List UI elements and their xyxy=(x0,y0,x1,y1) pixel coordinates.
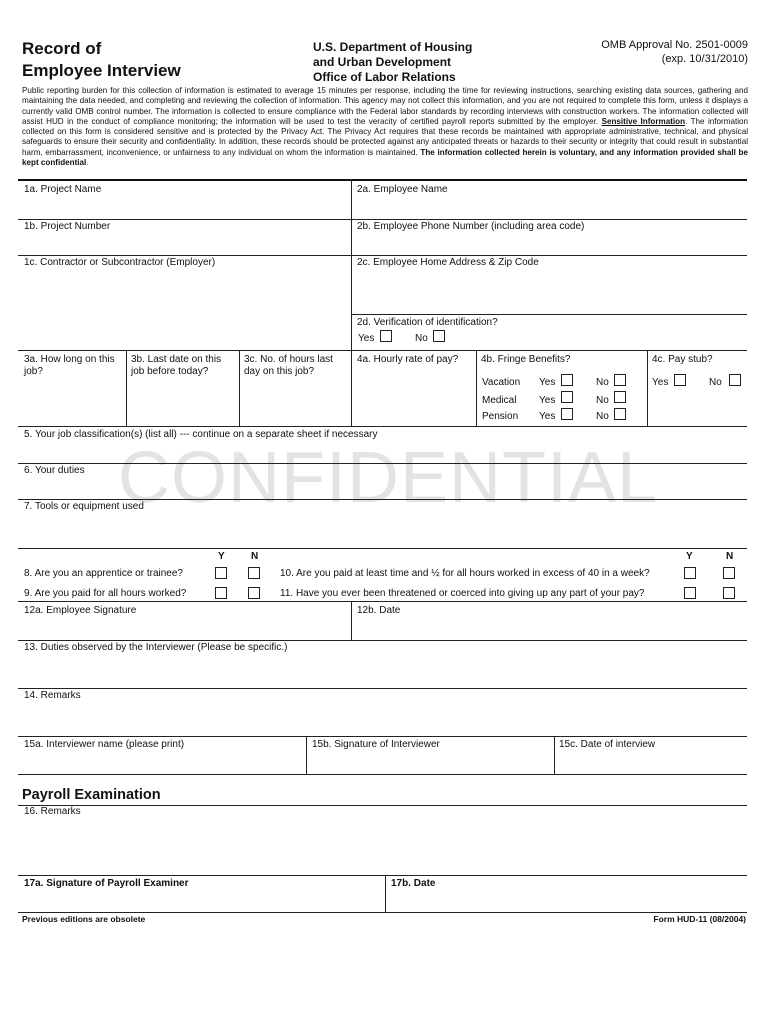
vacation-no-label: No xyxy=(596,377,609,388)
row-divider xyxy=(18,548,747,549)
medical-yes-label: Yes xyxy=(539,395,556,406)
medical-label: Medical xyxy=(482,395,517,406)
apprentice-no-checkbox[interactable] xyxy=(248,567,260,579)
interview-date-field[interactable] xyxy=(556,752,745,772)
last-date-field[interactable] xyxy=(128,380,237,424)
table-bottom-border xyxy=(18,912,747,913)
how-long-label: 3a. How long on this job? xyxy=(24,354,115,377)
duties-field[interactable] xyxy=(20,478,745,498)
vacation-no-checkbox[interactable] xyxy=(614,374,626,386)
vacation-label: Vacation xyxy=(482,377,521,388)
n-column-header: N xyxy=(251,551,259,562)
last-date-label: 3b. Last date on this job before today? xyxy=(131,354,222,377)
column-divider xyxy=(476,351,477,426)
employee-name-label: 2a. Employee Name xyxy=(357,184,448,195)
medical-no-checkbox[interactable] xyxy=(614,391,626,403)
project-number-field[interactable] xyxy=(20,234,348,254)
row-divider xyxy=(18,463,747,464)
hourly-rate-field[interactable] xyxy=(353,368,474,424)
pension-yes-label: Yes xyxy=(539,411,556,422)
pay-stub-yes-label: Yes xyxy=(652,377,669,388)
pay-stub-no-label: No xyxy=(709,377,722,388)
row-divider xyxy=(18,736,747,737)
form-title-line2: Employee Interview xyxy=(22,61,181,80)
column-divider xyxy=(351,602,352,640)
duties-observed-field[interactable] xyxy=(20,655,745,687)
employee-signature-date-label: 12b. Date xyxy=(357,605,401,616)
row-divider xyxy=(18,350,747,351)
column-divider xyxy=(647,351,648,426)
project-name-field[interactable] xyxy=(20,197,348,218)
employee-signature-field[interactable] xyxy=(20,618,348,638)
row-divider xyxy=(18,601,747,602)
burden-statement xyxy=(22,86,748,168)
project-number-label: 1b. Project Number xyxy=(24,221,111,232)
duties-label: 6. Your duties xyxy=(24,465,85,476)
pay-stub-no-checkbox[interactable] xyxy=(729,374,741,386)
column-divider xyxy=(554,737,555,774)
agency-line3: Office of Labor Relations xyxy=(313,70,456,84)
tools-field[interactable] xyxy=(20,514,745,546)
verification-no-label: No xyxy=(415,333,428,344)
agency-line1: U.S. Department of Housing xyxy=(313,40,473,54)
column-divider xyxy=(239,351,240,426)
apprentice-yes-checkbox[interactable] xyxy=(215,567,227,579)
hours-last-day-label: 3c. No. of hours last day on this job? xyxy=(244,354,333,377)
burden-text-2: . The information collected on this form is considered sensitive and is protected by the Privacy Act. The Privacy Act requires that these records be maintained with appropriate administrative, technical, and physical safeguards to ensure their security and confidentiality. In addition, these records should be protected against any anticipated threats or hazards to their security or integrity that could result in substantial harm, embarrassment, inconvenience, or unfairness to any individual on whom the information is maintained. xyxy=(22,116,748,157)
fringe-benefits-label: 4b. Fringe Benefits? xyxy=(481,354,571,365)
payroll-examiner-signature-field[interactable] xyxy=(20,891,383,911)
employee-name-field[interactable] xyxy=(353,197,745,218)
confidential-watermark: CONFIDENTIAL xyxy=(118,438,659,518)
pension-no-label: No xyxy=(596,411,609,422)
agency-name xyxy=(313,40,472,85)
sensitive-information-label: Sensitive Information xyxy=(601,116,686,126)
row-divider xyxy=(18,640,747,641)
duties-observed-label: 13. Duties observed by the Interviewer (Please be specific.) xyxy=(24,642,288,653)
coerced-no-checkbox[interactable] xyxy=(723,587,735,599)
form-title xyxy=(22,38,181,82)
interview-date-label: 15c. Date of interview xyxy=(559,739,656,750)
row-divider xyxy=(18,688,747,689)
job-classification-label: 5. Your job classification(s) (list all) --- continue on a separate sheet if necessary xyxy=(24,429,378,440)
row-divider xyxy=(18,219,747,220)
y-column-header: Y xyxy=(218,551,225,562)
pension-label: Pension xyxy=(482,411,519,422)
omb-expiration: (exp. 10/31/2010) xyxy=(661,53,748,65)
medical-no-label: No xyxy=(596,395,609,406)
n-column-header-right: N xyxy=(726,551,734,562)
interviewer-name-field[interactable] xyxy=(20,752,304,772)
coerced-question: 11. Have you ever been threatened or coerced into giving up any part of your pay? xyxy=(280,588,645,599)
row-divider xyxy=(351,314,747,315)
pension-yes-checkbox[interactable] xyxy=(561,408,573,420)
payroll-examiner-date-label: 17b. Date xyxy=(391,878,436,889)
coerced-yes-checkbox[interactable] xyxy=(684,587,696,599)
vacation-yes-label: Yes xyxy=(539,377,556,388)
row-divider xyxy=(18,255,747,256)
employee-signature-label: 12a. Employee Signature xyxy=(24,605,137,616)
remarks-field[interactable] xyxy=(20,703,745,735)
overtime-no-checkbox[interactable] xyxy=(723,567,735,579)
row-divider xyxy=(18,774,747,775)
payroll-remarks-label: 16. Remarks xyxy=(24,806,81,817)
row-divider xyxy=(18,499,747,500)
verification-label: 2d. Verification of identification? xyxy=(357,317,498,328)
burden-text-1: Public reporting burden for this collection of information is estimated to average 15 minutes per response, including the time for reviewing instructions, searching existing data sources, gathering and maintaining the data needed, and completing and reviewing the collection of information. This agency may not collect this information, and you are not required to complete this form, unless it displays a currently valid OMB control number. The information is collected to ensure compliance with the Federal labor standards by recording interviews with construction workers. The information collected will assist HUD in the conduct of compliance monitoring; the information will be used to test the veracity of certified payroll reports submitted by the employer. xyxy=(22,86,748,126)
paid-all-hours-yes-checkbox[interactable] xyxy=(215,587,227,599)
column-divider-main xyxy=(351,180,352,351)
payroll-examination-title: Payroll Examination xyxy=(22,787,161,803)
paid-all-hours-question: 9. Are you paid for all hours worked? xyxy=(24,588,187,599)
apprentice-question: 8. Are you an apprentice or trainee? xyxy=(24,568,183,579)
form-title-line1: Record of xyxy=(22,39,102,58)
voluntary-statement: The information collected herein is voluntary, and any information provided shall be kept confidential xyxy=(22,147,748,168)
project-name-label: 1a. Project Name xyxy=(24,184,102,195)
payroll-remarks-field[interactable] xyxy=(20,819,745,873)
employee-address-label: 2c. Employee Home Address & Zip Code xyxy=(357,257,539,268)
footer-obsolete-note: Previous editions are obsolete xyxy=(22,914,146,924)
employee-phone-label: 2b. Employee Phone Number (including area code) xyxy=(357,221,585,232)
verification-yes-checkbox[interactable] xyxy=(380,330,392,342)
column-divider xyxy=(351,351,352,426)
omb-approval xyxy=(601,38,748,66)
employee-phone-field[interactable] xyxy=(353,234,745,254)
omb-number: OMB Approval No. 2501-0009 xyxy=(601,39,748,51)
tools-label: 7. Tools or equipment used xyxy=(24,501,144,512)
overtime-question: 10. Are you paid at least time and ½ for all hours worked in excess of 40 in a week? xyxy=(280,568,650,579)
row-divider xyxy=(18,875,747,876)
payroll-examiner-signature-label: 17a. Signature of Payroll Examiner xyxy=(24,878,189,889)
payroll-section-rule xyxy=(18,805,747,806)
employee-address-field[interactable] xyxy=(353,270,745,312)
employee-signature-date-field[interactable] xyxy=(353,618,745,638)
column-divider xyxy=(126,351,127,426)
payroll-examiner-date-field[interactable] xyxy=(387,891,745,911)
vacation-yes-checkbox[interactable] xyxy=(561,374,573,386)
hourly-rate-label: 4a. Hourly rate of pay? xyxy=(357,354,459,365)
row-divider xyxy=(18,426,747,427)
medical-yes-checkbox[interactable] xyxy=(561,391,573,403)
interviewer-signature-field[interactable] xyxy=(308,752,552,772)
interviewer-signature-label: 15b. Signature of Interviewer xyxy=(312,739,440,750)
verification-yes-label: Yes xyxy=(358,333,375,344)
pay-stub-label: 4c. Pay stub? xyxy=(652,354,713,365)
hours-last-day-field[interactable] xyxy=(241,380,349,424)
y-column-header-right: Y xyxy=(686,551,693,562)
paid-all-hours-no-checkbox[interactable] xyxy=(248,587,260,599)
verification-no-checkbox[interactable] xyxy=(433,330,445,342)
contractor-field[interactable] xyxy=(20,270,348,348)
burden-text-end: . xyxy=(86,158,89,168)
how-long-field[interactable] xyxy=(20,380,124,424)
pension-no-checkbox[interactable] xyxy=(614,408,626,420)
interviewer-name-label: 15a. Interviewer name (please print) xyxy=(24,739,185,750)
agency-line2: and Urban Development xyxy=(313,55,452,69)
remarks-label: 14. Remarks xyxy=(24,690,81,701)
column-divider xyxy=(385,876,386,913)
contractor-label: 1c. Contractor or Subcontractor (Employer) xyxy=(24,257,216,268)
job-classification-field[interactable] xyxy=(20,442,745,462)
table-top-border xyxy=(18,179,747,181)
overtime-yes-checkbox[interactable] xyxy=(684,567,696,579)
footer-form-number: Form HUD-11 (08/2004) xyxy=(653,914,746,924)
column-divider xyxy=(306,737,307,774)
pay-stub-yes-checkbox[interactable] xyxy=(674,374,686,386)
